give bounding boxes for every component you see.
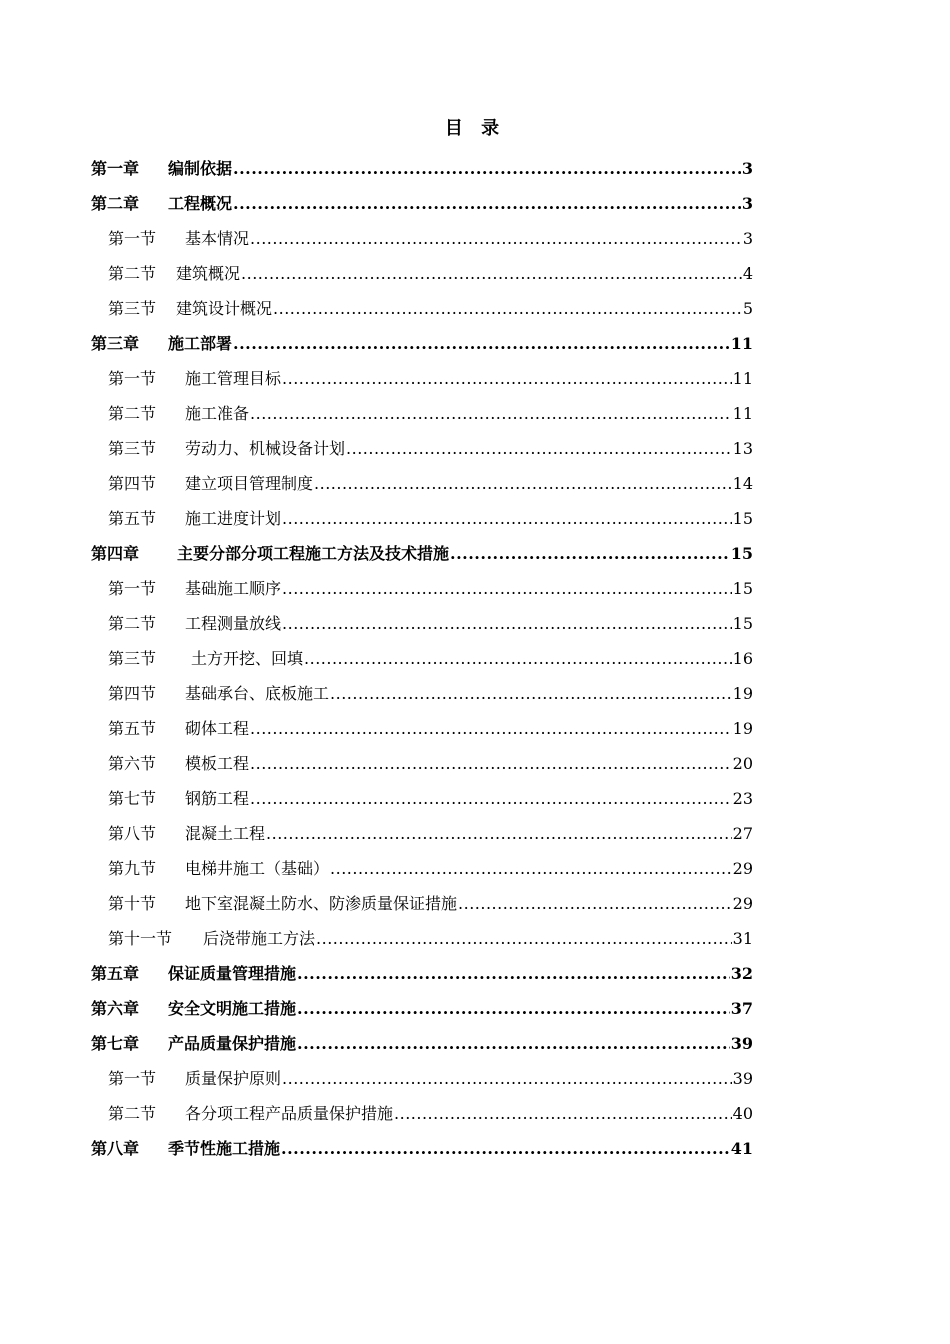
entry-label: 编制依据 xyxy=(168,159,233,178)
entry-label: 质量保护原则 xyxy=(185,1069,282,1088)
entry-label: 砌体工程 xyxy=(185,719,250,738)
entry-number: 第六章 xyxy=(91,999,140,1018)
toc-section-entry[interactable] xyxy=(91,816,753,851)
entry-page-number: 16 xyxy=(732,649,753,668)
entry-page-number: 15 xyxy=(732,509,753,528)
entry-number: 第五节 xyxy=(108,719,157,738)
dot-leader xyxy=(250,221,742,256)
entry-number: 第四节 xyxy=(108,684,157,703)
toc-section-entry[interactable] xyxy=(91,291,753,326)
dot-leader xyxy=(394,1096,732,1131)
entry-number: 第一节 xyxy=(108,579,157,598)
dot-leader xyxy=(314,466,732,501)
entry-page-number: 20 xyxy=(732,754,753,773)
dot-leader xyxy=(241,256,742,291)
entry-page-number: 29 xyxy=(732,894,753,913)
entry-page-number: 27 xyxy=(732,824,753,843)
dot-leader xyxy=(233,151,741,186)
dot-leader xyxy=(316,921,732,956)
toc-chapter-entry[interactable] xyxy=(91,1026,753,1061)
dot-leader xyxy=(282,606,732,641)
entry-page-number: 15 xyxy=(730,544,753,563)
entry-label: 电梯井施工（基础） xyxy=(185,859,330,878)
toc-section-entry[interactable] xyxy=(91,711,753,746)
dot-leader xyxy=(273,291,742,326)
toc-section-entry[interactable] xyxy=(91,851,753,886)
entry-number: 第五节 xyxy=(108,509,157,528)
entry-page-number: 32 xyxy=(730,964,753,983)
entry-label: 模板工程 xyxy=(185,754,250,773)
toc-section-entry[interactable] xyxy=(91,746,753,781)
entry-label: 施工管理目标 xyxy=(185,369,282,388)
toc-section-entry[interactable] xyxy=(91,921,753,956)
entry-label: 地下室混凝土防水、防渗质量保证措施 xyxy=(185,894,458,913)
dot-leader xyxy=(282,501,732,536)
entry-page-number: 3 xyxy=(741,194,753,213)
toc-section-entry[interactable] xyxy=(91,256,753,291)
entry-page-number: 31 xyxy=(732,929,753,948)
entry-page-number: 19 xyxy=(732,719,753,738)
dot-leader xyxy=(281,1131,730,1166)
entry-label: 主要分部分项工程施工方法及技术措施 xyxy=(177,544,450,563)
entry-page-number: 23 xyxy=(732,789,753,808)
entry-page-number: 13 xyxy=(732,439,753,458)
entry-label: 钢筋工程 xyxy=(185,789,250,808)
toc-section-entry[interactable] xyxy=(91,886,753,921)
dot-leader xyxy=(304,641,732,676)
entry-label: 保证质量管理措施 xyxy=(168,964,297,983)
entry-number: 第二节 xyxy=(108,614,157,633)
entry-label: 建立项目管理制度 xyxy=(185,474,314,493)
entry-label: 产品质量保护措施 xyxy=(168,1034,297,1053)
dot-leader xyxy=(330,676,732,711)
entry-number: 第六节 xyxy=(108,754,157,773)
entry-label: 施工进度计划 xyxy=(185,509,282,528)
entry-number: 第七节 xyxy=(108,789,157,808)
dot-leader xyxy=(450,536,730,571)
dot-leader xyxy=(233,326,730,361)
toc-section-entry[interactable] xyxy=(91,606,753,641)
entry-label: 施工准备 xyxy=(185,404,250,423)
entry-number: 第十一节 xyxy=(108,929,173,948)
toc-section-entry[interactable] xyxy=(91,466,753,501)
entry-number: 第一章 xyxy=(91,159,140,178)
dot-leader xyxy=(346,431,732,466)
dot-leader xyxy=(233,186,741,221)
toc-section-entry[interactable] xyxy=(91,501,753,536)
entry-number: 第四节 xyxy=(108,474,157,493)
entry-page-number: 29 xyxy=(732,859,753,878)
entry-number: 第八章 xyxy=(91,1139,140,1158)
entry-number: 第十节 xyxy=(108,894,157,913)
entry-number: 第一节 xyxy=(108,369,157,388)
dot-leader xyxy=(297,991,730,1026)
entry-number: 第八节 xyxy=(108,824,157,843)
toc-chapter-entry[interactable] xyxy=(91,326,753,361)
toc-section-entry[interactable] xyxy=(91,431,753,466)
dot-leader xyxy=(266,816,732,851)
entry-label: 安全文明施工措施 xyxy=(168,999,297,1018)
entry-number: 第二节 xyxy=(108,1104,157,1123)
entry-page-number: 5 xyxy=(742,299,753,318)
entry-label: 劳动力、机械设备计划 xyxy=(185,439,346,458)
entry-label: 建筑概况 xyxy=(176,264,241,283)
entry-page-number: 3 xyxy=(741,159,753,178)
toc-section-entry[interactable] xyxy=(91,1096,753,1131)
entry-page-number: 39 xyxy=(730,1034,753,1053)
dot-leader xyxy=(297,956,730,991)
toc-chapter-entry[interactable] xyxy=(91,536,753,571)
entry-page-number: 14 xyxy=(732,474,753,493)
entry-page-number: 37 xyxy=(730,999,753,1018)
entry-label: 工程测量放线 xyxy=(185,614,282,633)
toc-section-entry[interactable] xyxy=(91,221,753,256)
entry-page-number: 4 xyxy=(742,264,753,283)
entry-page-number: 3 xyxy=(742,229,753,248)
toc-chapter-entry[interactable] xyxy=(91,956,753,991)
entry-label: 土方开挖、回填 xyxy=(191,649,304,668)
entry-label: 混凝土工程 xyxy=(185,824,266,843)
table-of-contents xyxy=(91,151,753,1166)
dot-leader xyxy=(297,1026,730,1061)
entry-number: 第三节 xyxy=(108,299,157,318)
entry-page-number: 11 xyxy=(732,369,753,388)
entry-number: 第三节 xyxy=(108,439,157,458)
toc-chapter-entry[interactable] xyxy=(91,151,753,186)
toc-chapter-entry[interactable] xyxy=(91,186,753,221)
toc-section-entry[interactable] xyxy=(91,361,753,396)
entry-label: 工程概况 xyxy=(168,194,233,213)
toc-section-entry[interactable] xyxy=(91,781,753,816)
entry-label: 基础施工顺序 xyxy=(185,579,282,598)
entry-label: 季节性施工措施 xyxy=(168,1139,281,1158)
entry-label: 各分项工程产品质量保护措施 xyxy=(185,1104,394,1123)
entry-label: 施工部署 xyxy=(168,334,233,353)
dot-leader xyxy=(250,746,732,781)
entry-page-number: 41 xyxy=(730,1139,753,1158)
entry-label: 基础承台、底板施工 xyxy=(185,684,330,703)
entry-number: 第九节 xyxy=(108,859,157,878)
entry-label: 后浇带施工方法 xyxy=(203,929,316,948)
entry-number: 第一节 xyxy=(108,229,157,248)
entry-label: 建筑设计概况 xyxy=(176,299,273,318)
entry-page-number: 11 xyxy=(730,334,753,353)
entry-number: 第一节 xyxy=(108,1069,157,1088)
entry-number: 第四章 xyxy=(91,544,140,563)
dot-leader xyxy=(282,571,732,606)
dot-leader xyxy=(282,1061,732,1096)
dot-leader xyxy=(250,711,732,746)
entry-number: 第二节 xyxy=(108,404,157,423)
toc-section-entry[interactable] xyxy=(91,641,753,676)
toc-chapter-entry[interactable] xyxy=(91,991,753,1026)
entry-number: 第二章 xyxy=(91,194,140,213)
toc-chapter-entry[interactable] xyxy=(91,1131,753,1166)
toc-section-entry[interactable] xyxy=(91,571,753,606)
entry-page-number: 11 xyxy=(732,404,753,423)
entry-page-number: 15 xyxy=(732,579,753,598)
entry-number: 第三章 xyxy=(91,334,140,353)
entry-label: 基本情况 xyxy=(185,229,250,248)
dot-leader xyxy=(250,396,732,431)
entry-page-number: 40 xyxy=(732,1104,753,1123)
dot-leader xyxy=(282,361,732,396)
toc-title: 目 录 xyxy=(444,118,506,139)
entry-page-number: 39 xyxy=(732,1069,753,1088)
entry-number: 第七章 xyxy=(91,1034,140,1053)
dot-leader xyxy=(458,886,732,921)
entry-page-number: 15 xyxy=(732,614,753,633)
entry-number: 第二节 xyxy=(108,264,157,283)
toc-section-entry[interactable] xyxy=(91,676,753,711)
toc-section-entry[interactable] xyxy=(91,1061,753,1096)
dot-leader xyxy=(250,781,732,816)
entry-number: 第五章 xyxy=(91,964,140,983)
entry-page-number: 19 xyxy=(732,684,753,703)
dot-leader xyxy=(330,851,732,886)
entry-number: 第三节 xyxy=(108,649,157,668)
toc-section-entry[interactable] xyxy=(91,396,753,431)
